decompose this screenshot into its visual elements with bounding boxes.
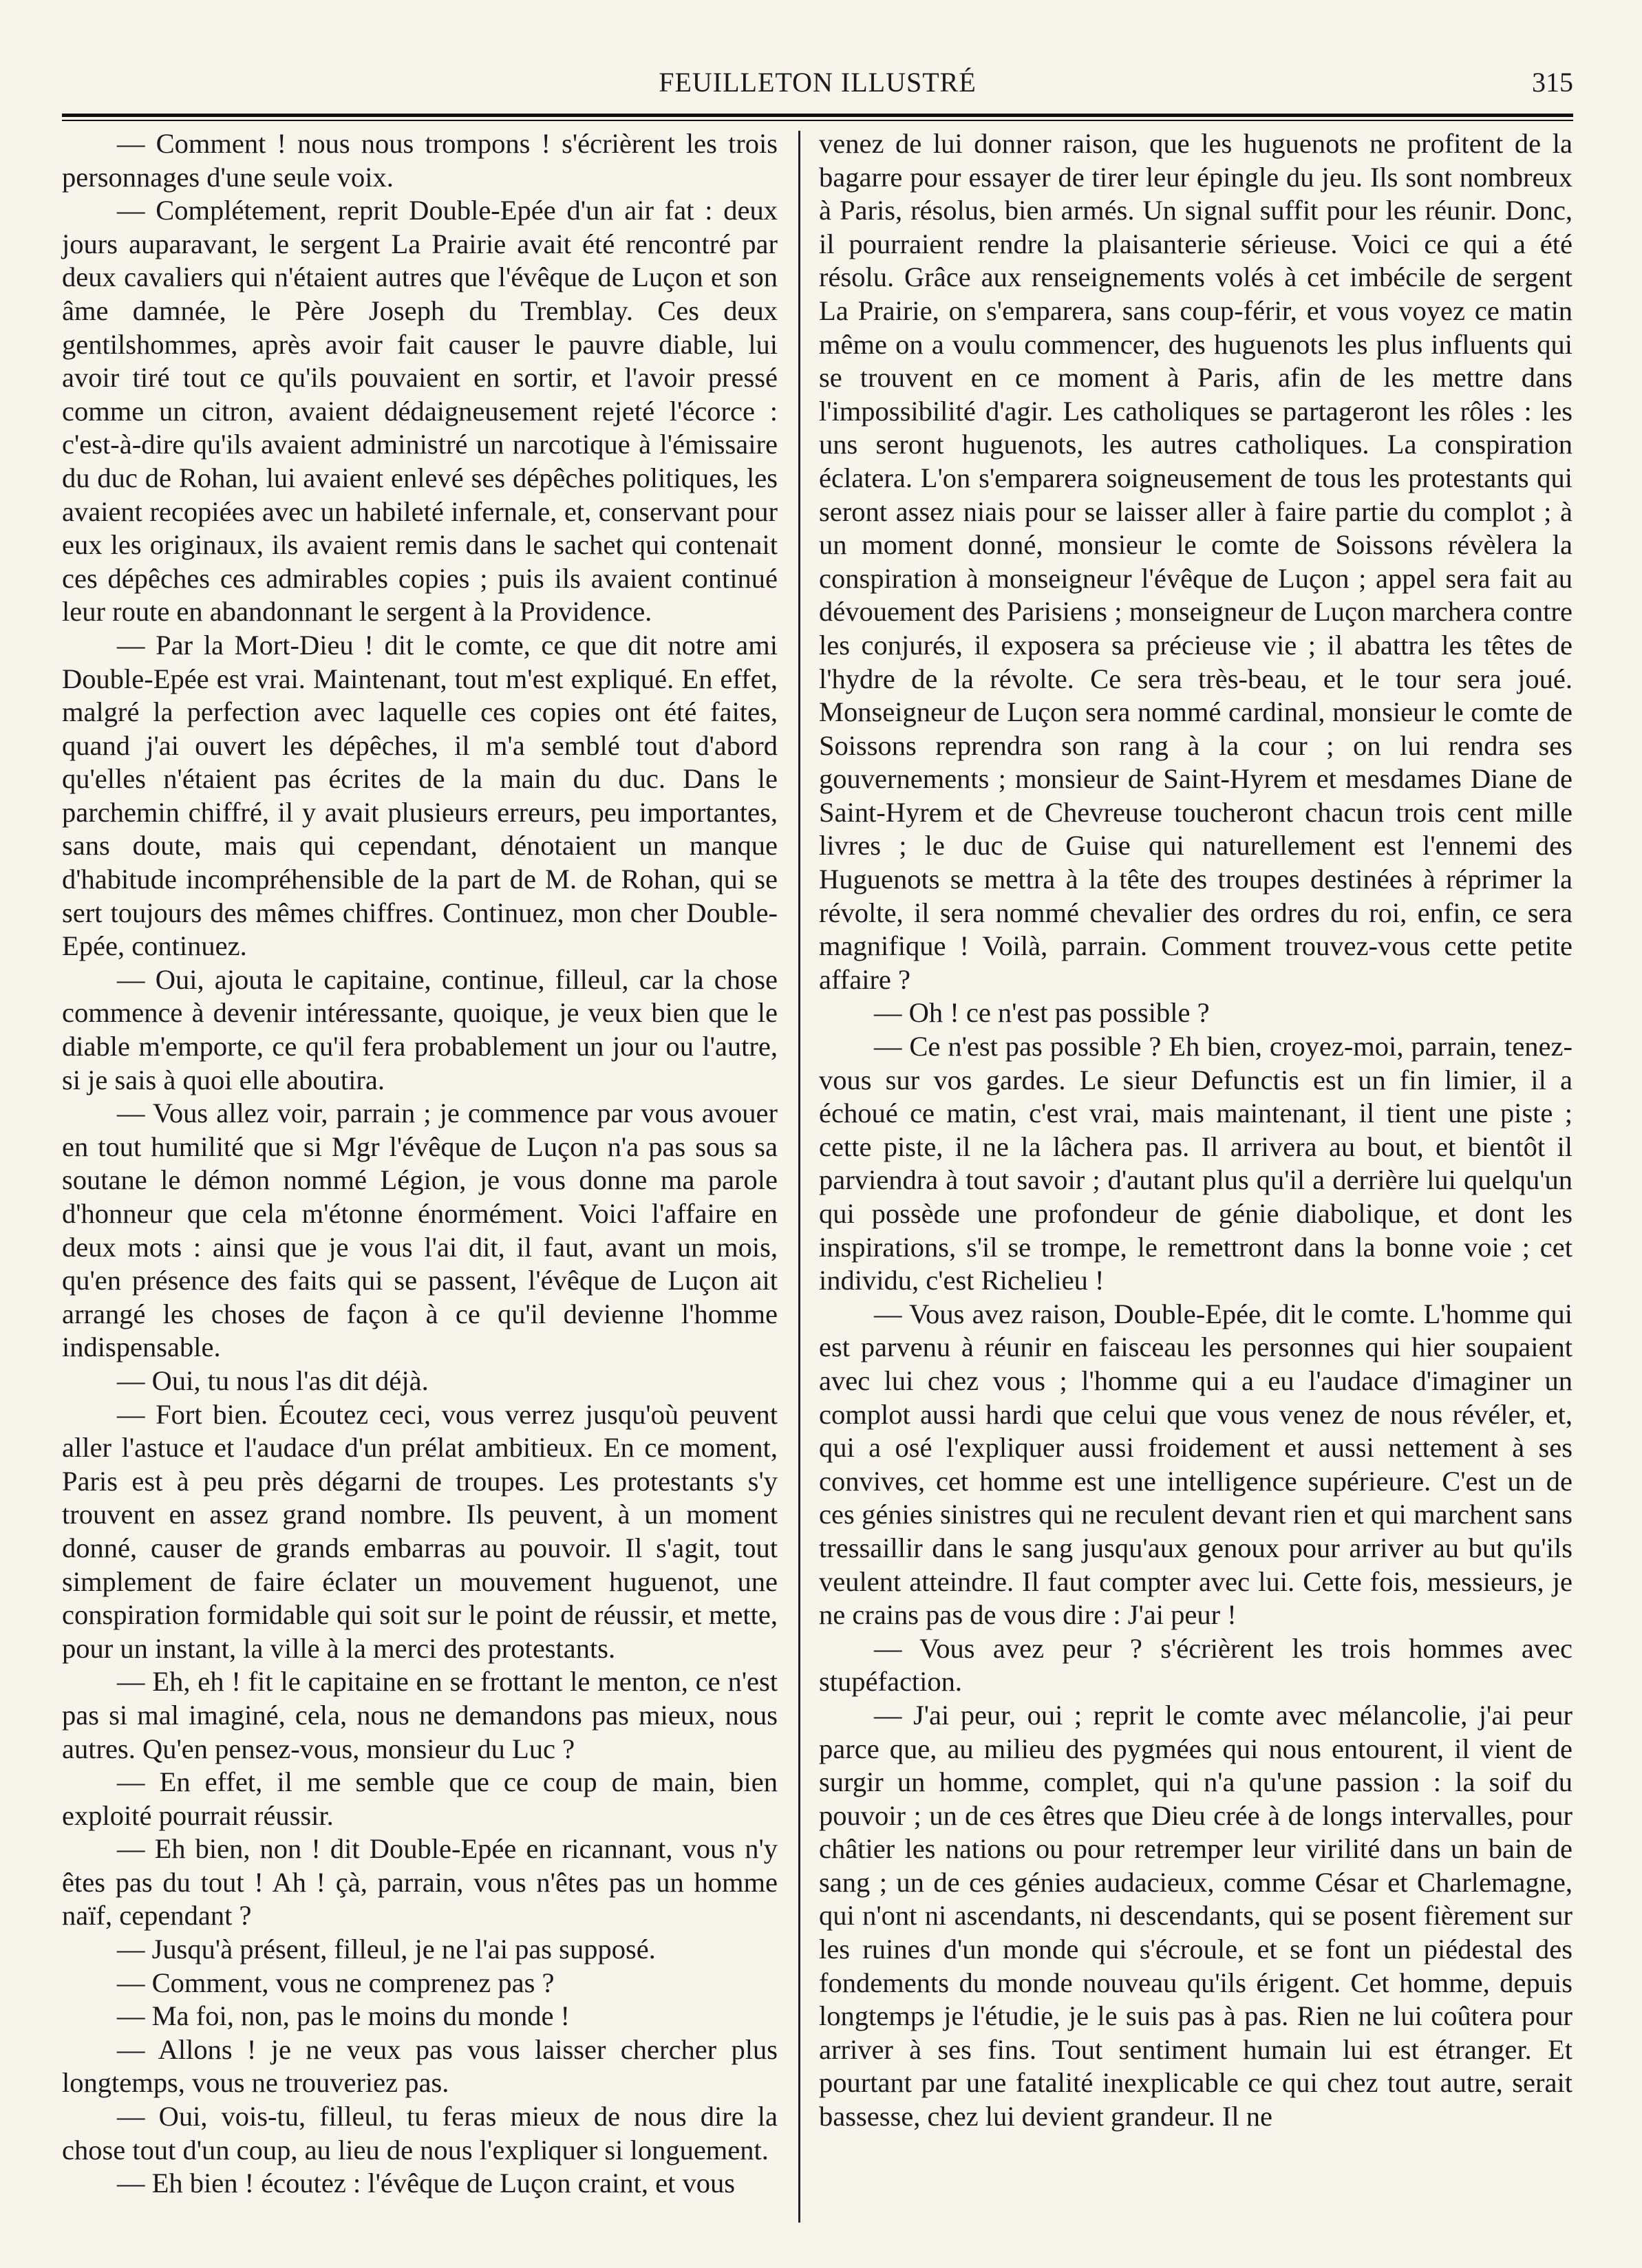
paragraph: — J'ai peur, oui ; reprit le comte avec mélancolie, j'ai peur parce que, au milieu des pygmées qui nous entourent, il vient de surgir un homme, complet, qui n'a qu'une passion : la soif du pouvoir ; un de ces êtres que Dieu crée à de longs intervalles, pour châtier les nations ou pour retremper leur virilité dans un bain de sang ; un de ces génies audacieux, comme César et Charlemagne, qui n'ont ni ascendants, ni descendants, qui se posent fièrement sur les ruines d'un monde qui s'écroule, et se font un piédestal des fondements du monde nouveau qu'ils érigent. Cet homme, depuis longtemps je l'étudie, je le suis pas à pas. Rien ne lui coûtera pour arriver à ses fins. Tout sentiment humain lui est étranger. Et pourtant par une fatalité inexplicable ce qui chez tout autre, serait bassesse, chez lui devient grandeur. Il ne: [819, 1699, 1572, 2132]
paragraph: — Vous allez voir, parrain ; je commence par vous avouer en tout humilité que si Mgr l'évêque de Luçon n'a pas sous sa soutane le démon nommé Légion, je vous donne ma parole d'honneur que cela m'étonne énormément. Voici l'affaire en deux mots : ainsi que je vous l'ai dit, il faut, avant un mois, qu'en présence des faits qui se passent, l'évêque de Luçon ait arrangé les choses de façon à ce qu'il devienne l'homme indispensable.: [62, 1098, 778, 1363]
paragraph: — Fort bien. Écoutez ceci, vous verrez jusqu'où peuvent aller l'astuce et l'audace d'un prélat ambitieux. En ce moment, Paris est à peu près dégarni de troupes. Les protestants s'y trouvent en assez grand nombre. Ils peuvent, à un moment donné, causer de grands embarras au pouvoir. Il s'agit, tout simplement de faire éclater un mouvement huguenot, une conspiration formidable qui soit sur le point de réussir, et mette, pour un instant, la ville à la merci des protestants.: [62, 1398, 778, 1664]
paragraph: — Ce n'est pas possible ? Eh bien, croyez-moi, parrain, tenez-vous sur vos gardes. Le sieur Defunctis est un fin limier, il a échoué ce matin, c'est vrai, mais maintenant, il tient une piste ; cette piste, il ne la lâchera pas. Il arrivera au bout, et bientôt il parviendra à tout savoir ; d'autant plus qu'il a derrière lui quelqu'un qui possède une profondeur de génie diabolique, et dont les inspirations, s'il se trompe, le remettront dans la bonne voie ; cet individu, c'est Richelieu !: [819, 1031, 1572, 1296]
paragraph: — Oh ! ce n'est pas possible ?: [874, 997, 1210, 1029]
paragraph: — Oui, ajouta le capitaine, continue, filleul, car la chose commence à devenir intéressante, quoique, je veux bien que le diable m'emporte, ce qu'il fera probablement un jour ou l'autre, si je sais à quoi elle aboutira.: [62, 963, 778, 1095]
paragraph: — Allons ! je ne veux pas vous laisser chercher plus longtemps, vous ne trouveriez pas.: [62, 2033, 778, 2099]
paragraph: — Complétement, reprit Double-Epée d'un air fat : deux jours auparavant, le sergent La Prairie avait été rencontré par deux cavaliers qui n'étaient autres que l'évêque de Luçon et son âme damnée, le Père Joseph du Tremblay. Ces deux gentilshommes, après avoir fait causer le pauvre diable, lui avoir tiré tout ce qu'ils pouvaient en sortir, et l'avoir pressé comme un citron, avaient dédaigneusement rejeté l'écorce : c'est-à-dire qu'ils avaient administré un narcotique à l'émissaire du duc de Rohan, lui avaient enlevé ses dépêches politiques, les avaient recopiées avec un habileté infernale, et, conservant pour eux les originaux, ils avaient remis dans le sachet qui contenait ces dépêches ces admirables copies ; puis ils avaient continué leur route en abandonnant le sergent à la Providence.: [62, 195, 778, 628]
paragraph: — Vous avez peur ? s'écrièrent les trois hommes avec stupéfaction.: [819, 1632, 1572, 1698]
page-number: 315: [1532, 67, 1573, 98]
paragraph: — Eh bien ! écoutez : l'évêque de Luçon craint, et vous: [117, 2168, 735, 2199]
paragraph: — Oui, tu nous l'as dit déjà.: [117, 1365, 429, 1396]
column-divider: [798, 131, 800, 2223]
paragraph: — Eh bien, non ! dit Double-Epée en ricannant, vous n'y êtes pas du tout ! Ah ! çà, parrain, vous n'êtes pas un homme naïf, cependant ?: [62, 1833, 778, 1932]
right-column: [819, 127, 1572, 2134]
paragraph: — Vous avez raison, Double-Epée, dit le comte. L'homme qui est parvenu à réunir en faisceau les personnes qui hier soupaient avec lui chez vous ; l'homme qui a eu l'audace d'imaginer un complot aussi hardi que celui que vous venez de nous révéler, et, qui a osé l'expliquer aussi froidement et aussi nettement à ses convives, cet homme est une intelligence supérieure. C'est un de ces génies sinistres qui ne reculent devant rien et qui marchent sans tressaillir dans le sang jusqu'aux genoux pour arriver au but qu'ils veulent atteindre. Il faut compter avec lui. Cette fois, messieurs, je ne crains pas de vous dire : J'ai peur !: [819, 1298, 1572, 1631]
running-title: FEUILLETON ILLUSTRÉ: [659, 67, 977, 98]
paragraph: — Par la Mort-Dieu ! dit le comte, ce que dit notre ami Double-Epée est vrai. Maintenant, tout m'est expliqué. En effet, malgré la perfection avec laquelle ces copies ont été faites, quand j'ai ouvert les dépêches, il m'a semblé tout d'abord qu'elles n'étaient pas écrites de la main du duc. Dans le parchemin chiffré, il y avait plusieurs erreurs, peu importantes, sans doute, mais qui cependant, dénotaient un manque d'habitude incompréhensible de la part de M. de Rohan, qui se sert toujours des mêmes chiffres. Continuez, mon cher Double-Epée, continuez.: [62, 629, 778, 962]
header-rule: [62, 114, 1573, 121]
paragraph: — Comment, vous ne comprenez pas ?: [117, 1967, 555, 1998]
paragraph: — En effet, il me semble que ce coup de main, bien exploité pourrait réussir.: [62, 1766, 778, 1831]
page-header: [62, 66, 1573, 114]
paragraph: — Comment ! nous nous trompons ! s'écrièrent les trois personnages d'une seule voix.: [62, 128, 778, 193]
paragraph-continued: venez de lui donner raison, que les huguenots ne profitent de la bagarre pour essayer de tirer leur épingle du jeu. Ils sont nombreux à Paris, résolus, bien armés. Un signal suffit pour les réunir. Donc, il pourraient rendre la plaisanterie sérieuse. Voici ce qui a été résolu. Grâce aux renseignements volés à cet imbécile de sergent La Prairie, on s'emparera, sans coup-férir, et vous voyez ce matin même on a voulu commencer, des huguenots les plus influents qui se trouvent en ce moment à Paris, afin de les mettre dans l'impossibilité d'agir. Les catholiques se partageront les rôles : les uns seront huguenots, les autres catholiques. La conspiration éclatera. L'on s'emparera soigneusement de tous les protestants qui seront assez niais pour se laisser aller à faire partie du complot ; à un moment donné, monsieur le comte de Soissons révèlera la conspiration à monseigneur l'évêque de Luçon ; appel sera fait au dévouement des Parisiens ; monseigneur de Luçon marchera contre les conjurés, il exposera sa précieuse vie ; il abattra les têtes de l'hydre de la révolte. Ce sera très-beau, et le tour sera joué. Monseigneur de Luçon sera nommé cardinal, monsieur le comte de Soissons reprendra son rang à la cour ; on lui rendra ses gouvernements ; monsieur de Saint-Hyrem et mesdames Diane de Saint-Hyrem et de Chevreuse toucheront chacun trois cent mille livres ; le duc de Guise qui naturellement est l'ennemi des Huguenots se mettra à la tête des troupes destinées à réprimer la révolte, il sera nommé chevalier des ordres du roi, enfin, ce sera magnifique ! Voilà, parrain. Comment trouvez-vous cette petite affaire ?: [819, 128, 1572, 995]
paragraph: — Ma foi, non, pas le moins du monde !: [117, 2000, 571, 2032]
paragraph: — Jusqu'à présent, filleul, je ne l'ai pas supposé.: [117, 1934, 656, 1965]
left-column: [62, 127, 778, 2201]
paragraph: — Eh, eh ! fit le capitaine en se frottant le menton, ce n'est pas si mal imaginé, cela, nous ne demandons pas mieux, nous autres. Qu'en pensez-vous, monsieur du Luc ?: [62, 1666, 778, 1764]
paragraph: — Oui, vois-tu, filleul, tu feras mieux de nous dire la chose tout d'un coup, au lieu de nous l'expliquer si longuement.: [62, 2101, 778, 2165]
